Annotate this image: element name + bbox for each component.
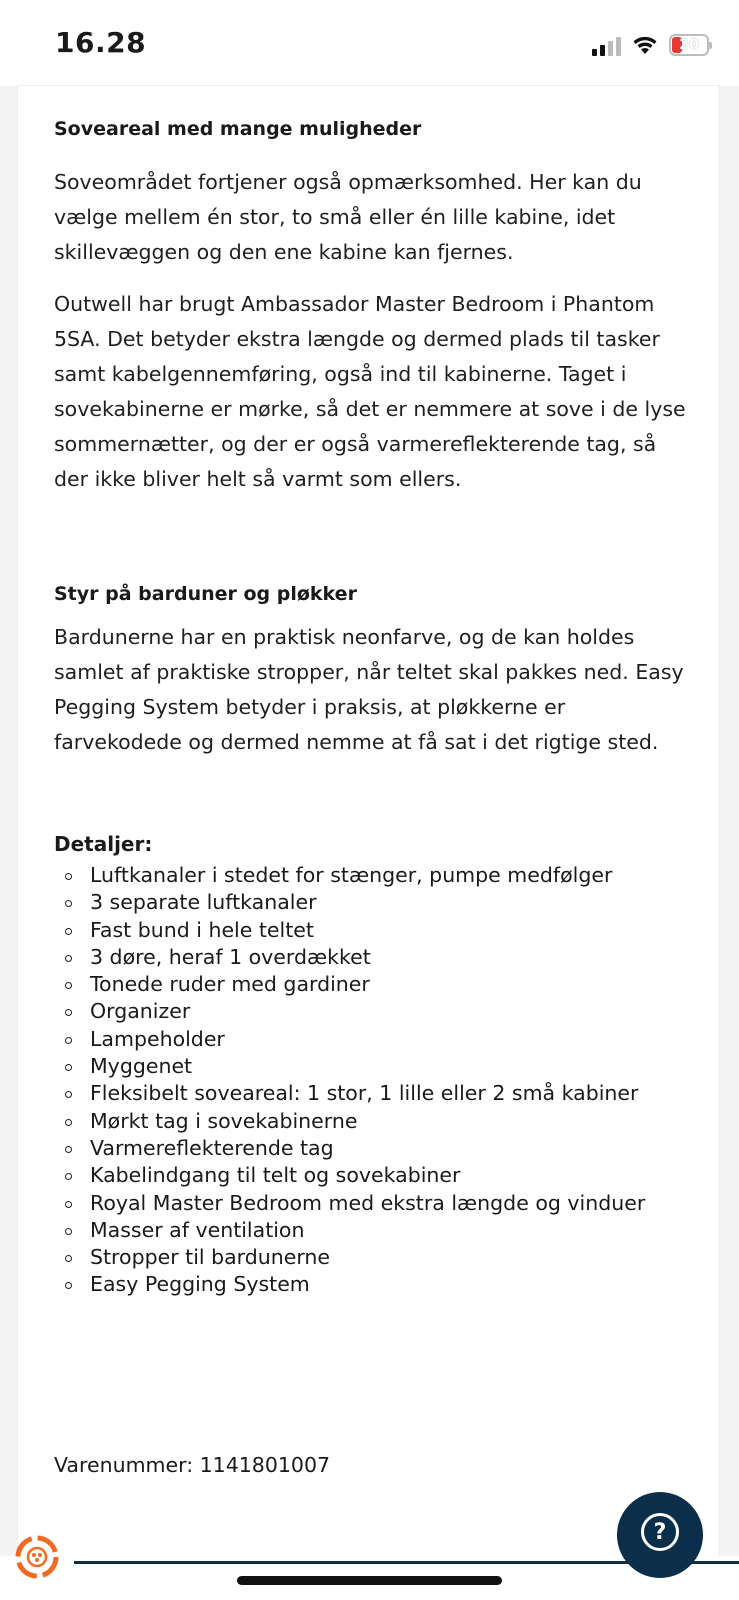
section-paragraph: Outwell har brugt Ambassador Master Bedroom i Phantom 5SA. Det betyder ekstra længde og dermed plads til tasker samt kabelgennemføring, også ind til kabinerne. Taget i sovekabinerne er mørke, så det er nemmere at sove i de lyse sommernætter, og der er også varmereflekterende tag, så der ikke bliver helt så varmt som ellers. [54, 292, 686, 491]
list-item: Luftkanaler i stedet for stænger, pumpe medfølger [54, 862, 694, 889]
help-icon [641, 1513, 679, 1551]
list-item: Myggenet [54, 1053, 694, 1080]
section-paragraph: Bardunerne har en praktisk neonfarve, og de kan holdes samlet af praktiske stropper, når teltet skal pakkes ned. Easy Pegging System betyder i praksis, at pløkkerne er farvekodede og dermed nemme at få sat i det rigtige sted. [54, 625, 684, 754]
wifi-icon [631, 34, 659, 56]
list-item: Royal Master Bedroom med ekstra længde og vinduer [54, 1190, 694, 1217]
list-item: Varmereflekterende tag [54, 1135, 694, 1162]
home-indicator[interactable] [237, 1576, 502, 1585]
status-bar [0, 0, 739, 86]
list-item: Fast bund i hele teltet [54, 917, 694, 944]
section-heading-guylines: Styr på barduner og pløkker [54, 583, 357, 605]
list-item: Fleksibelt soveareal: 1 stor, 1 lille eller 2 små kabiner [54, 1080, 694, 1107]
list-item: 3 døre, heraf 1 overdækket [54, 944, 694, 971]
section-heading-sleeping-area: Soveareal med mange muligheder [54, 118, 422, 140]
list-item: Lampeholder [54, 1026, 694, 1053]
brand-logo-icon[interactable] [12, 1532, 62, 1582]
signal-icon [592, 34, 621, 56]
status-time: 16.28 [55, 26, 147, 59]
list-item: Easy Pegging System [54, 1271, 694, 1298]
list-item: Kabelindgang til telt og sovekabiner [54, 1162, 694, 1189]
status-icons [592, 30, 709, 60]
help-button[interactable] [617, 1492, 703, 1578]
battery-level: 20 [679, 37, 699, 53]
list-item: Tonede ruder med gardiner [54, 971, 694, 998]
help-label: ? [653, 1519, 667, 1545]
details-list [54, 862, 694, 1299]
details-title: Detaljer: [54, 832, 153, 856]
product-description-card [18, 86, 719, 1556]
list-item: Masser af ventilation [54, 1217, 694, 1244]
list-item: Stropper til bardunerne [54, 1244, 694, 1271]
section-paragraph: Soveområdet fortjener også opmærksomhed. Her kan du vælge mellem én stor, to små eller én lille kabine, idet skillevæggen og den ene kabine kan fjernes. [54, 170, 642, 264]
list-item: Mørkt tag i sovekabinerne [54, 1108, 694, 1135]
battery-icon [669, 34, 709, 56]
list-item: 3 separate luftkanaler [54, 889, 694, 916]
list-item: Organizer [54, 998, 694, 1025]
product-sku: Varenummer: 1141801007 [54, 1453, 331, 1477]
